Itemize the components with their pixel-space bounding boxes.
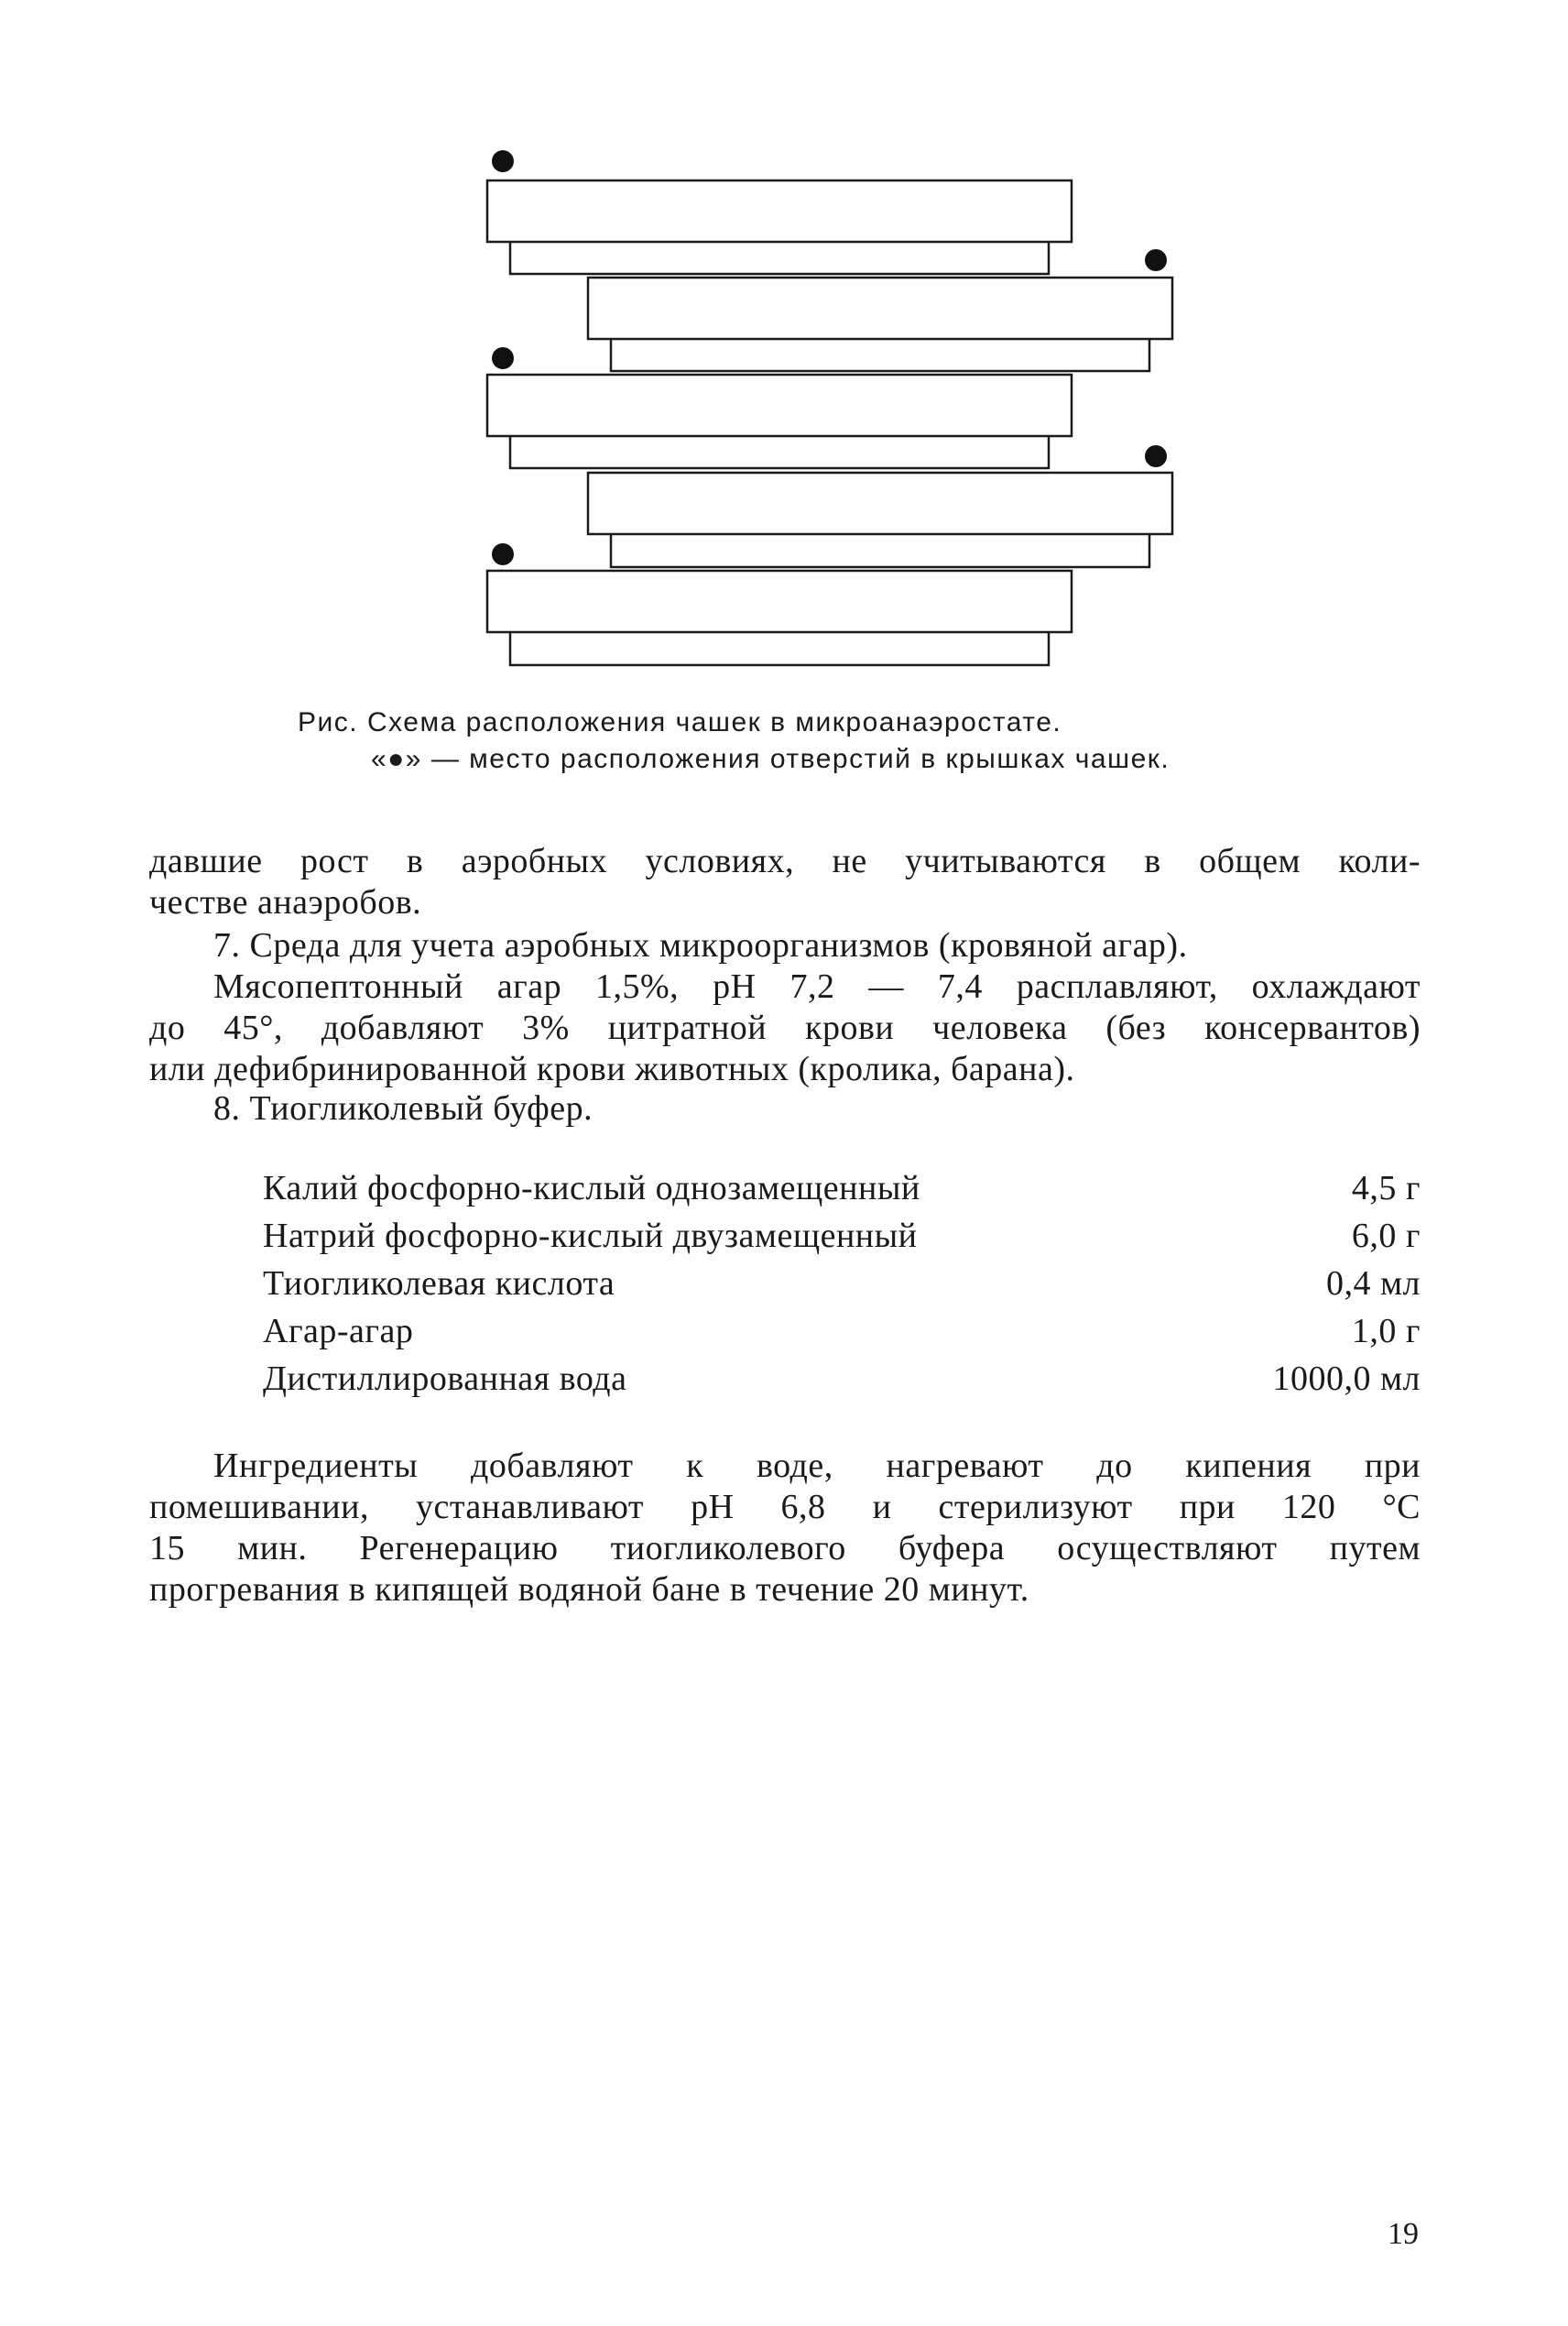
figure-caption-legend: «●» — место расположения отверстий в крышках чашек. xyxy=(371,744,1171,774)
ingredient-name: Дистиллированная вода xyxy=(263,1360,627,1398)
ingredient-row xyxy=(263,1168,1421,1216)
figure-caption: Рис. Схема расположения чашек в микроанаэростате. xyxy=(298,707,1062,737)
ingredients-table xyxy=(263,1168,1421,1406)
ingredient-name: Натрий фосфорно-кислый двузамещенный xyxy=(263,1217,918,1255)
ingredient-amount: 0,4 мл xyxy=(1325,1264,1421,1303)
dish-1 xyxy=(487,180,1072,274)
text-line: Ингредиенты добавляют к воде, нагревают до кипения при xyxy=(213,1447,1421,1485)
text-line: Мясопептонный агар 1,5%, рН 7,2 — 7,4 расплавляют, охлаждают xyxy=(213,967,1421,1006)
dish-5 xyxy=(487,571,1072,665)
item-heading: 8. Тиогликолевый буфер. xyxy=(213,1089,593,1128)
dish-3 xyxy=(487,375,1072,468)
text-line: помешивании, устанавливают рН 6,8 и стерилизуют при 120 °С xyxy=(149,1488,1421,1526)
ingredient-row xyxy=(263,1311,1421,1359)
lid-hole-dot xyxy=(492,347,514,369)
section-item-7 xyxy=(149,925,1421,1090)
ingredient-amount: 1000,0 мл xyxy=(1272,1360,1421,1398)
ingredient-amount: 6,0 г xyxy=(1351,1217,1421,1255)
lid-hole-dot xyxy=(1145,445,1167,467)
page-number: 19 xyxy=(1388,2217,1419,2251)
text-line: или дефибринированной крови животных (кролика, барана). xyxy=(149,1050,1075,1088)
dish-2 xyxy=(588,278,1172,371)
section-item-8 xyxy=(149,1088,1421,1130)
ingredient-amount: 1,0 г xyxy=(1351,1312,1421,1350)
dish-4 xyxy=(588,473,1172,567)
paragraph-continuation xyxy=(149,841,1421,923)
text-line: честве анаэробов. xyxy=(149,883,422,922)
lid-hole-dot xyxy=(1145,249,1167,271)
lid-hole-dot xyxy=(492,150,514,172)
lid-hole-dot xyxy=(492,543,514,565)
dish-stack-diagram xyxy=(476,137,1191,687)
ingredient-name: Тиогликолевая кислота xyxy=(263,1264,615,1303)
ingredient-row xyxy=(263,1216,1421,1263)
ingredient-name: Агар-агар xyxy=(263,1312,414,1350)
item-heading: 7. Среда для учета аэробных микроорганизмов (кровяной агар). xyxy=(213,926,1188,965)
text-line: до 45°, добавляют 3% цитратной крови человека (без консервантов) xyxy=(149,1009,1421,1047)
ingredient-row xyxy=(263,1359,1421,1406)
ingredient-row xyxy=(263,1263,1421,1311)
text-line: прогревания в кипящей водяной бане в течение 20 минут. xyxy=(149,1570,1029,1609)
ingredient-name: Калий фосфорно-кислый однозамещенный xyxy=(263,1169,920,1207)
text-line: давшие рост в аэробных условиях, не учитываются в общем коли- xyxy=(149,842,1421,880)
ingredient-amount: 4,5 г xyxy=(1351,1169,1421,1207)
text-line: 15 мин. Регенерацию тиогликолевого буфера осуществляют путем xyxy=(149,1529,1421,1567)
paragraph-procedure xyxy=(149,1446,1421,1611)
